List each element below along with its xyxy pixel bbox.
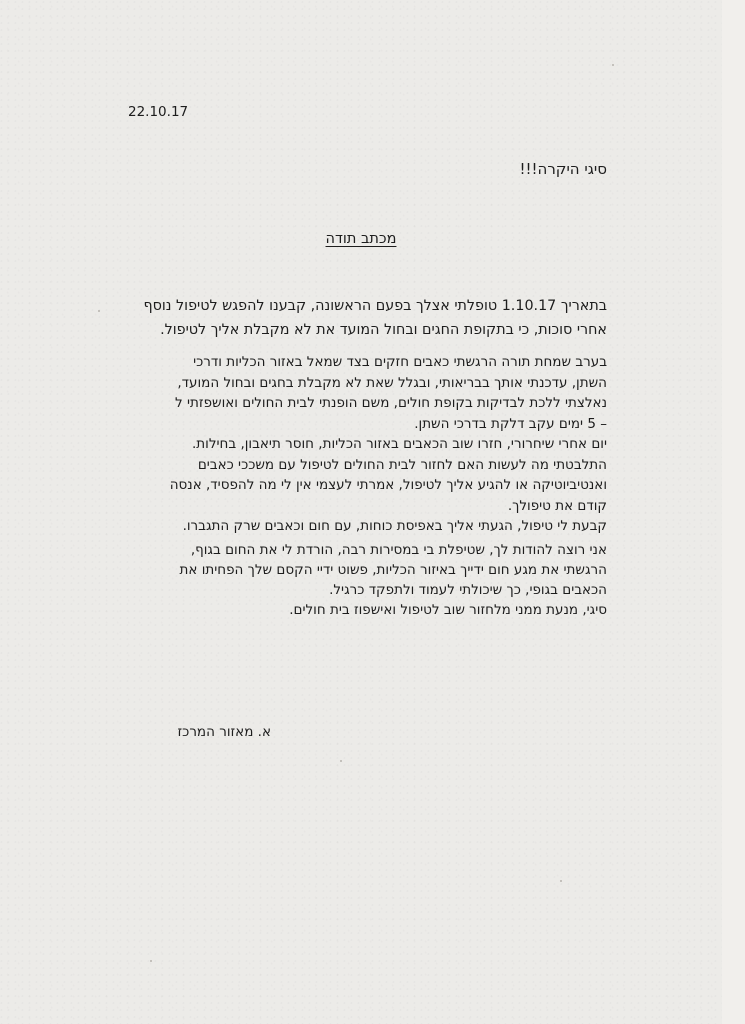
paper-speck xyxy=(612,64,614,66)
paper-speck xyxy=(98,310,100,312)
paper-speck xyxy=(340,760,342,762)
text-line: – 5 ימים עקב דלקת בדרכי השתן. xyxy=(414,415,607,432)
text-line: נאלצתי ללכת לבדיקות בקופת חולים, משם הופנתי לבית החולים ואושפזתי ל xyxy=(175,395,607,411)
text-line: קבעת לי טיפול, הגעתי אליך באפיסת כוחות, עם חום וכאבים שרק התגברו. xyxy=(182,518,607,534)
text-line: הרגשתי את מגע חום ידייך באיזור הכליות, פשוט ידיי הקסם שלך הפחיתו את xyxy=(179,562,607,578)
text-line: בתאריך 1.10.17 טופלתי אצלך בפעם הראשונה, קבענו להפגש לטיפול נוסף xyxy=(143,298,607,314)
text-line: קודם את טיפולך. xyxy=(507,497,607,514)
text-line: הכאבים בגופי, כך שיכולתי לעמוד ולתפקד כרגיל. xyxy=(329,582,607,598)
text-line: בערב שמחת תורה הרגשתי כאבים חזקים בצד שמאל באזור הכליות ודרכי xyxy=(193,354,607,370)
text-line: אני רוצה להודות לך, שטיפלת בי במסירות רבה, הורדת לי את החום בגוף, xyxy=(190,542,607,558)
subject-text: מכתב תודה xyxy=(325,231,397,247)
text-line: אחרי סוכות, כי בתקופת החגים ובחול המועד את לא מקבלת אליך לטיפול. xyxy=(160,322,607,338)
paper-speck xyxy=(150,960,152,962)
paragraph-2 xyxy=(170,352,607,537)
paper-speck xyxy=(560,880,562,882)
text-line: ואנטיביוטיקה או להגיע אליך לטיפול, אמרתי לעצמי אין לי מה להפסיד, אנסה xyxy=(169,477,607,493)
text-line: השתן, עדכנתי אותך בבריאותי, ובגלל שאת לא מקבלת בחגים ובחול המועד, xyxy=(177,374,607,391)
text-line: סיגי, מנעת ממני מלחזור שוב לטיפול ואישפוז בית חולים. xyxy=(289,602,607,618)
text-line: יום אחרי שיחרורי, חזרו שוב הכאבים באזור הכליות, חוסר תיאבון, בחילות. xyxy=(192,436,607,452)
letter-subject xyxy=(0,231,722,247)
paragraph-3 xyxy=(180,540,607,620)
letter-date: 22.10.17 xyxy=(128,104,189,120)
paragraph-1 xyxy=(143,294,607,342)
greeting: סיגי היקרה!!! xyxy=(519,160,607,178)
signature: א. מאזור המרכז xyxy=(177,724,271,740)
text-line: התלבטתי מה לעשות האם לחזור לבית החולים לטיפול עם משככי כאבים xyxy=(197,456,607,473)
